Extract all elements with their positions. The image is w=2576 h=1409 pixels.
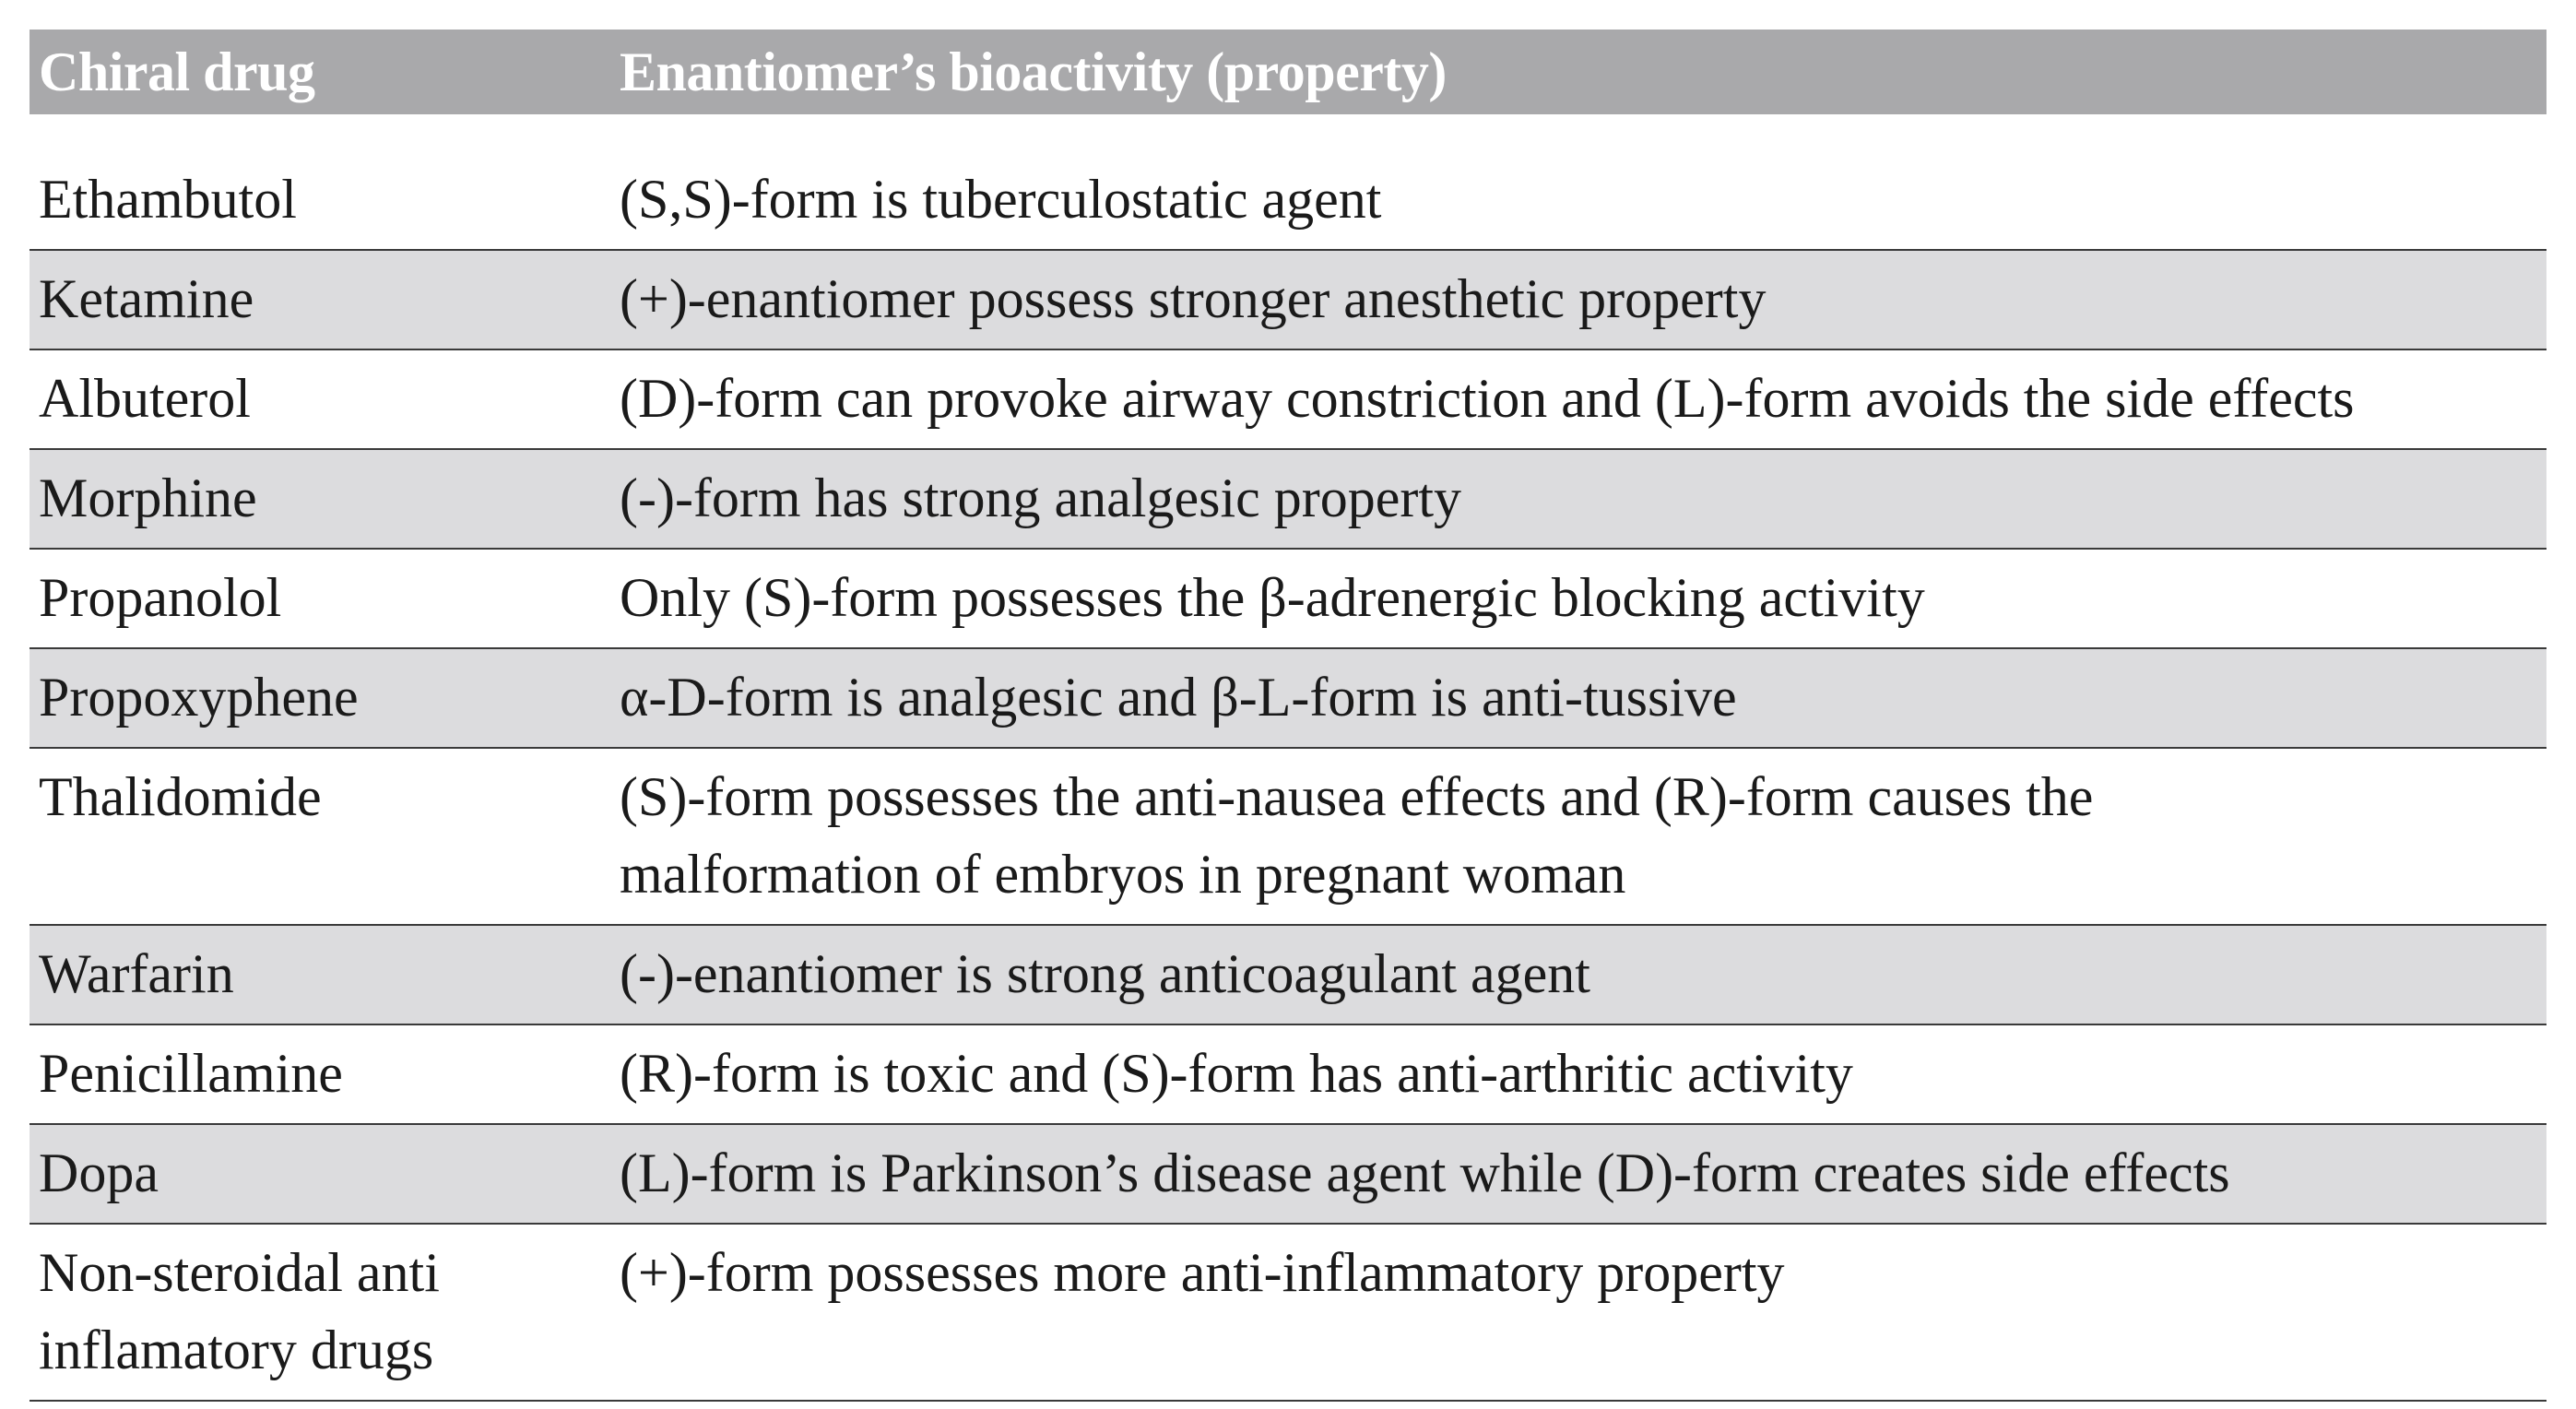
header-chiral-drug: Chiral drug <box>39 41 315 102</box>
table-row <box>30 1225 2546 1402</box>
drug-bioactivity: (-)-form has strong analgesic property <box>620 468 1462 528</box>
drug-bioactivity: (+)-form possesses more anti-inflammatory property <box>620 1242 1785 1303</box>
table-row <box>30 149 2546 251</box>
drug-name: Non-steroidal anti inflamatory drugs <box>39 1242 440 1380</box>
drug-bioactivity: Only (S)-form possesses the β-adrenergic blocking activity <box>620 567 1925 628</box>
table-row <box>30 749 2546 926</box>
drug-bioactivity: (D)-form can provoke airway constriction and (L)-form avoids the side effects <box>620 368 2355 429</box>
drug-bioactivity: (+)-enantiomer possess stronger anesthetic property <box>620 268 1767 329</box>
table-row <box>30 350 2546 450</box>
drug-table <box>30 30 2546 1402</box>
table-row <box>30 450 2546 550</box>
drug-name: Penicillamine <box>39 1043 343 1104</box>
table-row <box>30 550 2546 649</box>
table-row <box>30 1025 2546 1125</box>
drug-bioactivity: α-D-form is analgesic and β-L-form is anti-tussive <box>620 667 1737 728</box>
drug-bioactivity: (R)-form is toxic and (S)-form has anti-arthritic activity <box>620 1043 1853 1104</box>
drug-name: Propoxyphene <box>39 667 359 728</box>
table-row <box>30 649 2546 749</box>
drug-name: Propanolol <box>39 567 282 628</box>
header-spacer <box>30 114 2546 149</box>
table-row <box>30 926 2546 1025</box>
drug-bioactivity: (-)-enantiomer is strong anticoagulant agent <box>620 943 1590 1004</box>
drug-name: Morphine <box>39 468 257 528</box>
drug-bioactivity: (L)-form is Parkinson’s disease agent while (D)-form creates side effects <box>620 1143 2230 1203</box>
table-row <box>30 1125 2546 1225</box>
drug-bioactivity: (S,S)-form is tuberculostatic agent <box>620 169 1382 230</box>
drug-name: Thalidomide <box>39 766 322 827</box>
drug-name: Ethambutol <box>39 169 297 230</box>
drug-bioactivity: (S)-form possesses the anti-nausea effects and (R)-form causes the malformation of embryos in pregnant woman <box>620 766 2094 905</box>
drug-name: Albuterol <box>39 368 251 429</box>
table-row <box>30 251 2546 350</box>
drug-name: Ketamine <box>39 268 254 329</box>
drug-name: Dopa <box>39 1143 159 1203</box>
drug-name: Warfarin <box>39 943 234 1004</box>
header-bioactivity: Enantiomer’s bioactivity (property) <box>620 41 1447 102</box>
table-header <box>30 30 2546 114</box>
